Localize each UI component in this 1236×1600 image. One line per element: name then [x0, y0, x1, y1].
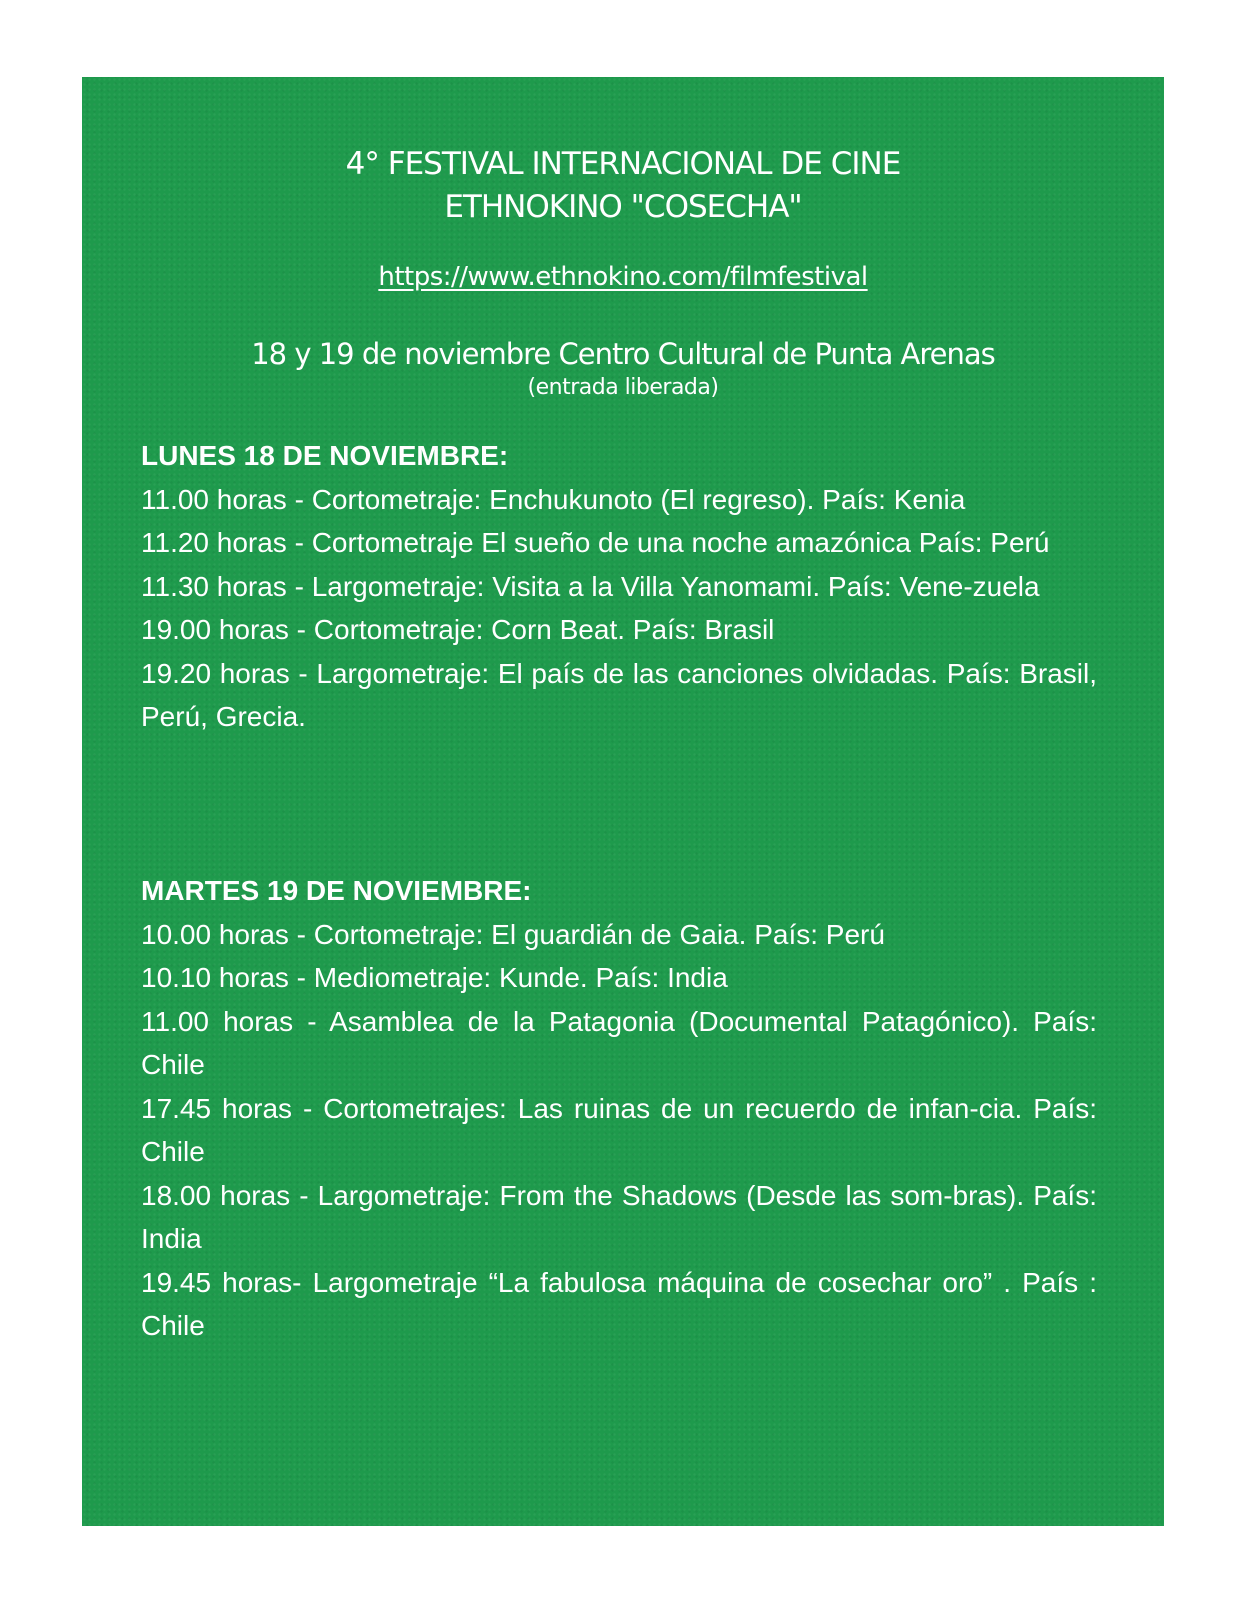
festival-website-link[interactable]: https://www.ethnokino.com/filmfestival [378, 262, 868, 292]
schedule-item: 10.00 horas - Cortometraje: El guardián de Gaia. País: Perú [141, 918, 885, 950]
day-heading-tuesday: MARTES 19 DE NOVIEMBRE: [141, 875, 532, 906]
festival-title-line-2: ETHNOKINO "COSECHA" [444, 189, 802, 225]
schedule-item: 19.45 horas- Largometraje “La fabulosa máquina de cosechar oro” . País : Chile [141, 1266, 1097, 1341]
festival-title [82, 143, 1164, 229]
schedule-item: 19.00 horas - Cortometraje: Corn Beat. País: Brasil [141, 614, 775, 645]
schedule-item: 11.20 horas - Cortometraje El sueño de una noche amazónica País: Perú [141, 527, 1050, 558]
festival-title-line-1: 4° FESTIVAL INTERNACIONAL DE CINE [345, 146, 901, 182]
free-entry-note: (entrada liberada) [527, 375, 719, 400]
schedule-item: 17.45 horas - Cortometrajes: Las ruinas de un recuerdo de infan-cia. País: Chile [141, 1092, 1097, 1167]
schedule-tuesday [141, 869, 1097, 1348]
schedule-item: 18.00 horas - Largometraje: From the Shadows (Desde las som-bras). País: India [141, 1179, 1097, 1254]
schedule-item: 11.00 horas - Cortometraje: Enchukunoto (El regreso). País: Kenia [141, 483, 966, 515]
schedule-item: 11.30 horas - Largometraje: Visita a la Villa Yanomami. País: Vene-zuela [141, 570, 1040, 602]
schedule-item: 10.10 horas - Mediometraje: Kunde. País: India [141, 962, 728, 993]
schedule-item: 11.00 horas - Asamblea de la Patagonia (Documental Patagónico). País: Chile [141, 1005, 1097, 1080]
event-dates-venue: 18 y 19 de noviembre Centro Cultural de Punta Arenas [251, 337, 995, 371]
schedule-monday [141, 434, 1097, 739]
schedule-item: 19.20 horas - Largometraje: El país de las canciones olvidadas. País: Brasil, Perú, Grecia. [141, 657, 1097, 732]
day-heading-monday: LUNES 18 DE NOVIEMBRE: [141, 440, 509, 471]
festival-flyer [82, 77, 1164, 1526]
